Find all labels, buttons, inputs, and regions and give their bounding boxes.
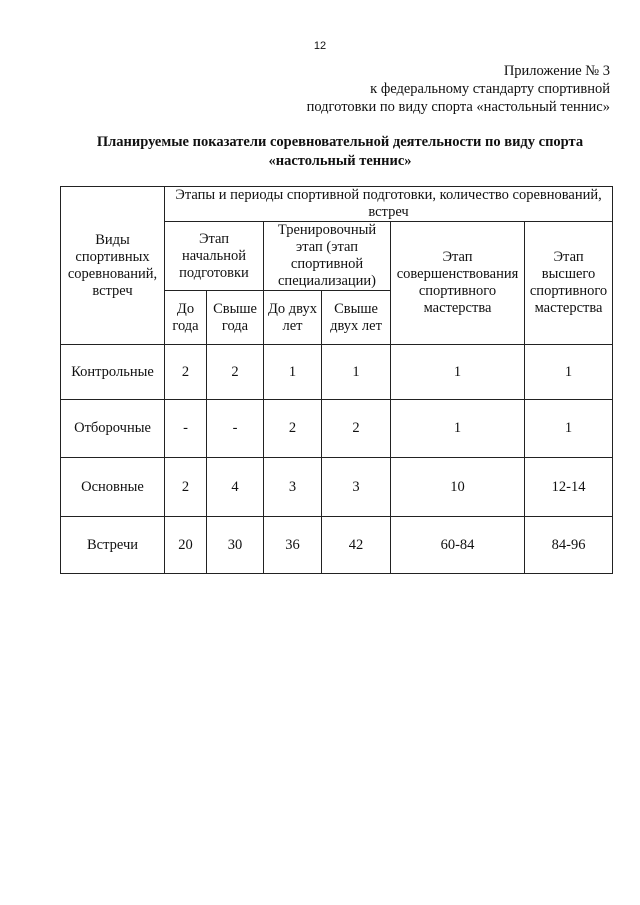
header-stage-training: Тренировочный этап (этап спортивной специализации) xyxy=(264,222,391,291)
annex-line-sport: подготовки по виду спорта «настольный теннис» xyxy=(306,99,610,115)
header-stage-highest: Этап высшего спортивного мастерства xyxy=(525,222,613,345)
title-line-2: «настольный теннис» xyxy=(268,153,412,169)
header-stage-initial: Этап начальной подготовки xyxy=(165,222,264,291)
header-stages-and-periods: Этапы и периоды спортивной подготовки, количество соревнований, встреч xyxy=(165,187,613,222)
header-initial-up-to-year: До года xyxy=(165,291,207,345)
row-label: Основные xyxy=(61,458,165,517)
table-cell: 2 xyxy=(207,345,264,400)
table-row xyxy=(61,345,613,400)
table-cell: 2 xyxy=(264,400,322,458)
table-cell: 42 xyxy=(322,517,391,574)
row-label: Отборочные xyxy=(61,400,165,458)
table-cell: 1 xyxy=(264,345,322,400)
table-row xyxy=(61,400,613,458)
row-label: Контрольные xyxy=(61,345,165,400)
table-row xyxy=(61,458,613,517)
table-cell: - xyxy=(165,400,207,458)
table-cell: 2 xyxy=(322,400,391,458)
header-stage-improvement: Этап совершенствования спортивного мастерства xyxy=(391,222,525,345)
table-cell: 60-84 xyxy=(391,517,525,574)
table-cell: 1 xyxy=(391,400,525,458)
row-label: Встречи xyxy=(61,517,165,574)
annex-line-standard: к федеральному стандарту спортивной xyxy=(370,81,610,97)
table-cell: 2 xyxy=(165,458,207,517)
header-initial-over-year: Свыше года xyxy=(207,291,264,345)
table-row xyxy=(61,517,613,574)
table-cell: 1 xyxy=(322,345,391,400)
header-competition-types: Виды спортивных соревнований, встреч xyxy=(61,187,165,345)
table-cell: 12-14 xyxy=(525,458,613,517)
table-cell: 1 xyxy=(391,345,525,400)
header-training-over-two-years: Свыше двух лет xyxy=(322,291,391,345)
annex-header xyxy=(307,62,610,116)
table-cell: 1 xyxy=(525,400,613,458)
competition-indicators-table xyxy=(60,186,613,574)
table-cell: - xyxy=(207,400,264,458)
page-number: 12 xyxy=(313,40,327,52)
table-cell: 3 xyxy=(264,458,322,517)
title-line-1: Планируемые показатели соревновательной деятельности по виду спорта xyxy=(96,134,584,150)
table-cell: 1 xyxy=(525,345,613,400)
document-title xyxy=(60,133,620,171)
table-cell: 10 xyxy=(391,458,525,517)
table-cell: 36 xyxy=(264,517,322,574)
table-cell: 20 xyxy=(165,517,207,574)
header-training-up-to-two-years: До двух лет xyxy=(264,291,322,345)
table-cell: 3 xyxy=(322,458,391,517)
annex-number: Приложение № 3 xyxy=(503,63,610,79)
table-cell: 84-96 xyxy=(525,517,613,574)
table-cell: 2 xyxy=(165,345,207,400)
header-row-1 xyxy=(61,187,613,222)
table-cell: 4 xyxy=(207,458,264,517)
table-cell: 30 xyxy=(207,517,264,574)
